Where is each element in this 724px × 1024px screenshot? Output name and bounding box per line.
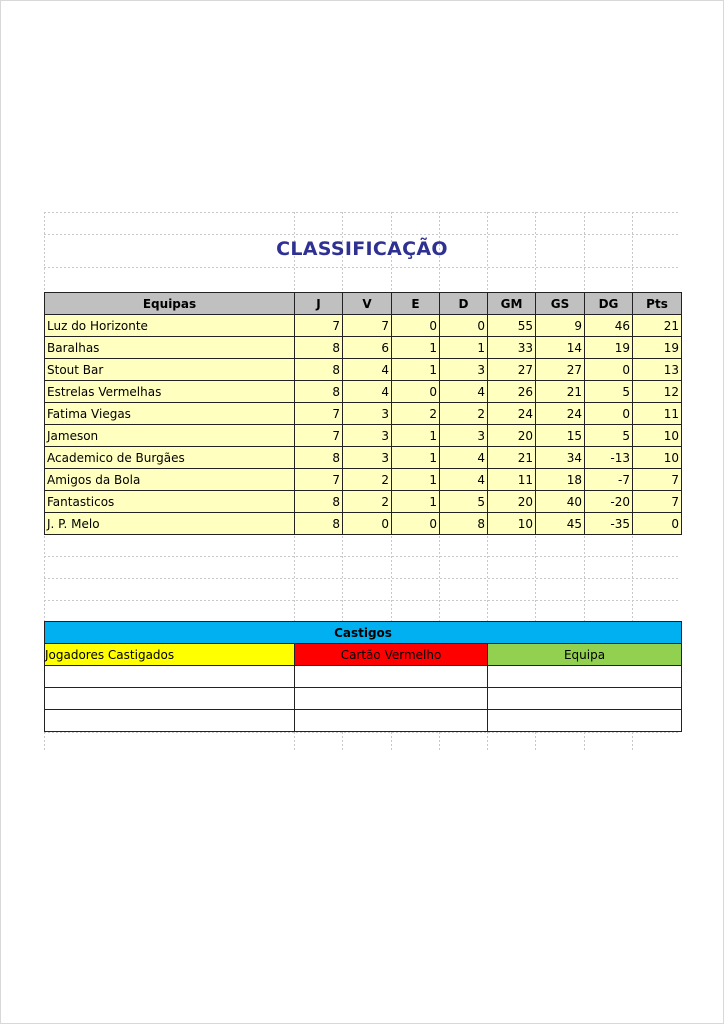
cell-j[interactable]: 8 — [295, 381, 343, 403]
cell-gm[interactable]: 20 — [488, 425, 536, 447]
table-row — [45, 315, 682, 337]
header-e: E — [392, 293, 440, 315]
header-jogadores-castigados: Jogadores Castigados — [45, 644, 295, 666]
cell-gm[interactable]: 21 — [488, 447, 536, 469]
cell-j[interactable]: 8 — [295, 447, 343, 469]
header-pts: Pts — [633, 293, 682, 315]
cell-pts[interactable]: 10 — [633, 447, 682, 469]
cell-gs[interactable]: 15 — [536, 425, 585, 447]
table-row — [45, 447, 682, 469]
cell-j[interactable]: 7 — [295, 469, 343, 491]
cell-j[interactable]: 7 — [295, 425, 343, 447]
cell-d[interactable]: 3 — [440, 359, 488, 381]
cell-gm[interactable]: 26 — [488, 381, 536, 403]
castigos-row — [45, 666, 682, 688]
standings-header-row — [45, 293, 682, 315]
header-v: V — [343, 293, 392, 315]
cell-e[interactable]: 2 — [392, 403, 440, 425]
header-gm: GM — [488, 293, 536, 315]
cell-team[interactable]: Jameson — [45, 425, 295, 447]
header-cartao-vermelho: Cartão Vermelho — [295, 644, 488, 666]
cell-dg[interactable]: -35 — [585, 513, 633, 535]
cell-v[interactable]: 3 — [343, 425, 392, 447]
cell-gs[interactable]: 21 — [536, 381, 585, 403]
cell-j[interactable]: 8 — [295, 359, 343, 381]
cell-team[interactable]: Estrelas Vermelhas — [45, 381, 295, 403]
table-row — [45, 425, 682, 447]
cell-d[interactable]: 0 — [440, 315, 488, 337]
cell-gm[interactable]: 11 — [488, 469, 536, 491]
castigos-cell[interactable] — [45, 666, 295, 688]
standings-body — [45, 315, 682, 535]
cell-dg[interactable]: 5 — [585, 381, 633, 403]
cell-v[interactable]: 4 — [343, 359, 392, 381]
castigos-cell[interactable] — [295, 710, 488, 732]
page-title: CLASSIFICAÇÃO — [276, 238, 448, 260]
table-row — [45, 359, 682, 381]
castigos-row — [45, 688, 682, 710]
cell-e[interactable]: 1 — [392, 447, 440, 469]
header-dg: DG — [585, 293, 633, 315]
cell-pts[interactable]: 12 — [633, 381, 682, 403]
table-row — [45, 403, 682, 425]
castigos-cell[interactable] — [295, 688, 488, 710]
header-equipa: Equipa — [488, 644, 682, 666]
cell-dg[interactable]: 0 — [585, 359, 633, 381]
castigos-cell[interactable] — [45, 710, 295, 732]
cell-dg[interactable]: -7 — [585, 469, 633, 491]
table-row — [45, 381, 682, 403]
cell-gs[interactable]: 45 — [536, 513, 585, 535]
castigos-cell[interactable] — [45, 688, 295, 710]
cell-d[interactable]: 4 — [440, 447, 488, 469]
cell-e[interactable]: 0 — [392, 315, 440, 337]
cell-dg[interactable]: 5 — [585, 425, 633, 447]
cell-j[interactable]: 8 — [295, 337, 343, 359]
cell-gs[interactable]: 24 — [536, 403, 585, 425]
header-j: J — [295, 293, 343, 315]
cell-v[interactable]: 4 — [343, 381, 392, 403]
cell-d[interactable]: 8 — [440, 513, 488, 535]
cell-pts[interactable]: 0 — [633, 513, 682, 535]
standings-table — [44, 292, 682, 535]
cell-gs[interactable]: 27 — [536, 359, 585, 381]
cell-e[interactable]: 1 — [392, 469, 440, 491]
cell-gm[interactable]: 27 — [488, 359, 536, 381]
castigos-cell[interactable] — [488, 666, 682, 688]
cell-gs[interactable]: 14 — [536, 337, 585, 359]
castigos-cell[interactable] — [488, 688, 682, 710]
header-gs: GS — [536, 293, 585, 315]
cell-pts[interactable]: 21 — [633, 315, 682, 337]
cell-dg[interactable]: -13 — [585, 447, 633, 469]
cell-gs[interactable]: 18 — [536, 469, 585, 491]
cell-v[interactable]: 0 — [343, 513, 392, 535]
cell-pts[interactable]: 7 — [633, 469, 682, 491]
table-row — [45, 513, 682, 535]
cell-gs[interactable]: 34 — [536, 447, 585, 469]
cell-dg[interactable]: 0 — [585, 403, 633, 425]
cell-d[interactable]: 2 — [440, 403, 488, 425]
cell-team[interactable]: J. P. Melo — [45, 513, 295, 535]
cell-gm[interactable]: 20 — [488, 491, 536, 513]
header-equipas: Equipas — [45, 293, 295, 315]
castigos-row — [45, 710, 682, 732]
cell-j[interactable]: 8 — [295, 513, 343, 535]
cell-v[interactable]: 7 — [343, 315, 392, 337]
cell-pts[interactable]: 13 — [633, 359, 682, 381]
castigos-table — [44, 621, 682, 732]
cell-e[interactable]: 1 — [392, 425, 440, 447]
castigos-title: Castigos — [45, 622, 682, 644]
cell-team[interactable]: Fantasticos — [45, 491, 295, 513]
cell-team[interactable]: Stout Bar — [45, 359, 295, 381]
cell-v[interactable]: 3 — [343, 403, 392, 425]
cell-pts[interactable]: 11 — [633, 403, 682, 425]
cell-d[interactable]: 3 — [440, 425, 488, 447]
cell-team[interactable]: Fatima Viegas — [45, 403, 295, 425]
cell-gs[interactable]: 40 — [536, 491, 585, 513]
cell-gm[interactable]: 10 — [488, 513, 536, 535]
cell-pts[interactable]: 7 — [633, 491, 682, 513]
castigos-cell[interactable] — [295, 666, 488, 688]
cell-v[interactable]: 3 — [343, 447, 392, 469]
table-row — [45, 337, 682, 359]
cell-team[interactable]: Academico de Burgães — [45, 447, 295, 469]
table-row — [45, 491, 682, 513]
cell-pts[interactable]: 10 — [633, 425, 682, 447]
cell-v[interactable]: 2 — [343, 469, 392, 491]
cell-j[interactable]: 7 — [295, 403, 343, 425]
cell-team[interactable]: Luz do Horizonte — [45, 315, 295, 337]
cell-e[interactable]: 1 — [392, 491, 440, 513]
cell-gm[interactable]: 33 — [488, 337, 536, 359]
cell-d[interactable]: 4 — [440, 381, 488, 403]
cell-team[interactable]: Baralhas — [45, 337, 295, 359]
header-d: D — [440, 293, 488, 315]
cell-v[interactable]: 6 — [343, 337, 392, 359]
cell-dg[interactable]: -20 — [585, 491, 633, 513]
cell-gm[interactable]: 24 — [488, 403, 536, 425]
cell-gs[interactable]: 9 — [536, 315, 585, 337]
cell-dg[interactable]: 19 — [585, 337, 633, 359]
cell-e[interactable]: 0 — [392, 513, 440, 535]
cell-v[interactable]: 2 — [343, 491, 392, 513]
cell-j[interactable]: 8 — [295, 491, 343, 513]
cell-pts[interactable]: 19 — [633, 337, 682, 359]
cell-d[interactable]: 4 — [440, 469, 488, 491]
cell-team[interactable]: Amigos da Bola — [45, 469, 295, 491]
castigos-cell[interactable] — [488, 710, 682, 732]
cell-d[interactable]: 1 — [440, 337, 488, 359]
table-row — [45, 469, 682, 491]
cell-e[interactable]: 1 — [392, 337, 440, 359]
cell-e[interactable]: 1 — [392, 359, 440, 381]
cell-j[interactable]: 7 — [295, 315, 343, 337]
cell-d[interactable]: 5 — [440, 491, 488, 513]
cell-e[interactable]: 0 — [392, 381, 440, 403]
cell-gm[interactable]: 55 — [488, 315, 536, 337]
cell-dg[interactable]: 46 — [585, 315, 633, 337]
